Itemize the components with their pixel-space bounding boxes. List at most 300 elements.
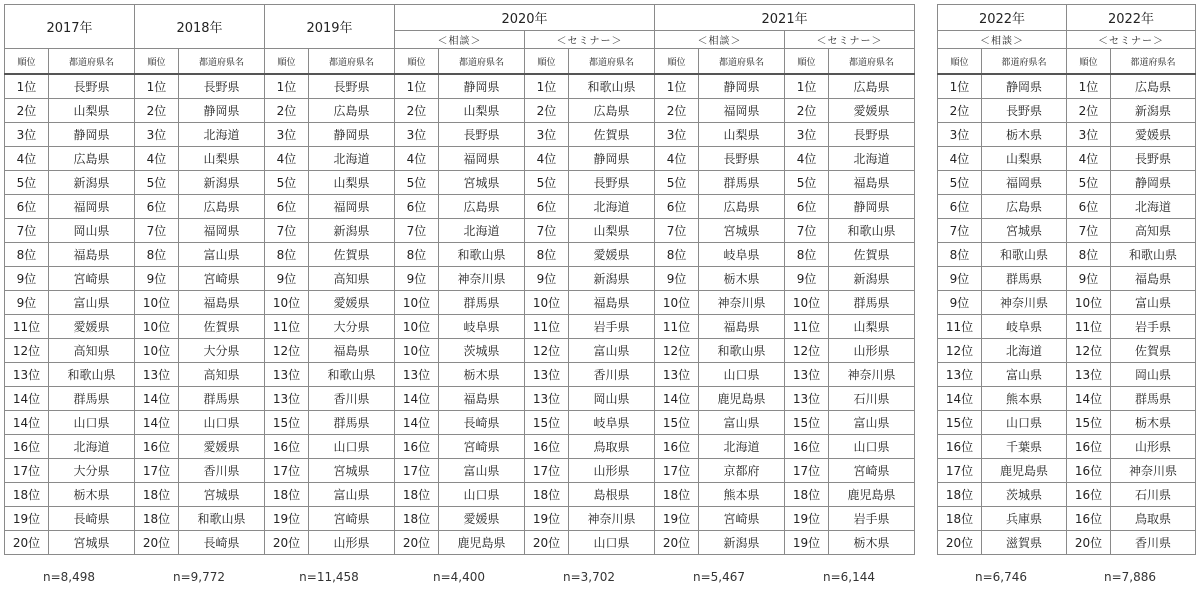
sample-size-label: n=6,746 [974,570,1027,584]
rank-cell: 5位 [1067,171,1111,195]
rank-cell: 10位 [395,291,439,315]
prefecture-cell: 佐賀県 [569,123,655,147]
rank-cell: 1位 [785,74,829,99]
sub-header-2020-consult: ＜相談＞ [395,31,525,49]
rank-cell: 7位 [5,219,49,243]
sub-header-2021-consult: ＜相談＞ [655,31,785,49]
prefecture-cell: 山口県 [309,435,395,459]
sample-size-label: n=9,772 [172,570,225,584]
prefecture-column-header: 都道府県名 [49,49,135,75]
prefecture-cell: 岐阜県 [699,243,785,267]
rank-cell: 8位 [265,243,309,267]
sample-size-label: n=5,467 [692,570,745,584]
prefecture-cell: 愛媛県 [309,291,395,315]
prefecture-cell: 岡山県 [1111,363,1196,387]
prefecture-cell: 和歌山県 [1111,243,1196,267]
prefecture-cell: 大分県 [179,339,265,363]
prefecture-cell: 長崎県 [179,531,265,555]
table-row [938,219,1196,243]
rank-cell: 1位 [525,74,569,99]
rank-cell: 8位 [938,243,982,267]
prefecture-cell: 北海道 [179,123,265,147]
rank-cell: 12位 [655,339,699,363]
table-row [938,507,1196,531]
rank-cell: 16位 [1067,435,1111,459]
rank-cell: 2位 [265,99,309,123]
rank-cell: 7位 [525,219,569,243]
rank-cell: 19位 [5,507,49,531]
prefecture-cell: 宮城県 [309,459,395,483]
prefecture-cell: 新潟県 [309,219,395,243]
sample-size-label: n=7,886 [1103,570,1156,584]
prefecture-cell: 福島県 [439,387,525,411]
rank-column-header: 順位 [938,49,982,75]
table-row [938,147,1196,171]
rank-cell: 1位 [938,74,982,99]
prefecture-cell: 山梨県 [309,171,395,195]
prefecture-cell: 神奈川県 [982,291,1067,315]
rank-cell: 13位 [785,387,829,411]
rank-cell: 5位 [785,171,829,195]
prefecture-cell: 新潟県 [699,531,785,555]
table-row [5,99,915,123]
rank-cell: 9位 [938,267,982,291]
rank-cell: 6位 [655,195,699,219]
rank-cell: 10位 [135,291,179,315]
rank-cell: 11位 [1067,315,1111,339]
prefecture-cell: 鹿児島県 [829,483,915,507]
rank-cell: 17位 [655,459,699,483]
rank-cell: 2位 [938,99,982,123]
prefecture-cell: 新潟県 [569,267,655,291]
table-row [5,459,915,483]
rank-cell: 18位 [785,483,829,507]
year-header-2020: 2020年 [395,5,655,31]
rank-cell: 10位 [1067,291,1111,315]
prefecture-cell: 長野県 [439,123,525,147]
prefecture-cell: 北海道 [1111,195,1196,219]
rank-cell: 13位 [785,363,829,387]
rank-cell: 9位 [5,291,49,315]
prefecture-cell: 山口県 [829,435,915,459]
rank-cell: 16位 [5,435,49,459]
prefecture-cell: 静岡県 [439,74,525,99]
table-row [938,411,1196,435]
rank-cell: 6位 [5,195,49,219]
rank-cell: 7位 [135,219,179,243]
rank-cell: 3位 [395,123,439,147]
rank-cell: 5位 [395,171,439,195]
rank-cell: 6位 [1067,195,1111,219]
prefecture-cell: 高知県 [179,363,265,387]
sub-header-2020-seminar: ＜セミナー＞ [525,31,655,49]
table-row [5,411,915,435]
prefecture-cell: 静岡県 [179,99,265,123]
rank-cell: 6位 [525,195,569,219]
rank-cell: 14位 [395,387,439,411]
rank-cell: 18位 [395,483,439,507]
prefecture-cell: 山口県 [699,363,785,387]
rank-column-header: 順位 [525,49,569,75]
prefecture-cell: 宮崎県 [309,507,395,531]
prefecture-cell: 和歌山県 [309,363,395,387]
rank-cell: 10位 [135,339,179,363]
prefecture-cell: 栃木県 [829,531,915,555]
rank-cell: 19位 [655,507,699,531]
prefecture-cell: 北海道 [569,195,655,219]
prefecture-cell: 群馬県 [309,411,395,435]
prefecture-cell: 和歌山県 [179,507,265,531]
table-row [938,99,1196,123]
ranking-table-2017-2021 [4,4,915,555]
prefecture-cell: 福島県 [49,243,135,267]
rank-cell: 14位 [938,387,982,411]
prefecture-cell: 鳥取県 [1111,507,1196,531]
prefecture-column-header: 都道府県名 [569,49,655,75]
prefecture-cell: 鹿児島県 [439,531,525,555]
rank-cell: 2位 [395,99,439,123]
prefecture-cell: 長野県 [49,74,135,99]
rank-cell: 7位 [655,219,699,243]
rank-cell: 19位 [525,507,569,531]
rank-cell: 3位 [1067,123,1111,147]
rank-cell: 14位 [655,387,699,411]
table-row [5,219,915,243]
rank-cell: 2位 [525,99,569,123]
rank-cell: 6位 [135,195,179,219]
prefecture-cell: 香川県 [179,459,265,483]
rank-cell: 9位 [395,267,439,291]
prefecture-cell: 高知県 [309,267,395,291]
rank-cell: 18位 [525,483,569,507]
prefecture-cell: 愛媛県 [49,315,135,339]
prefecture-cell: 岐阜県 [569,411,655,435]
prefecture-cell: 愛媛県 [179,435,265,459]
prefecture-cell: 福岡県 [699,99,785,123]
prefecture-cell: 宮城県 [179,483,265,507]
prefecture-cell: 長崎県 [49,507,135,531]
prefecture-column-header: 都道府県名 [1111,49,1196,75]
prefecture-cell: 広島県 [569,99,655,123]
rank-cell: 13位 [135,363,179,387]
prefecture-cell: 山梨県 [179,147,265,171]
prefecture-cell: 高知県 [49,339,135,363]
prefecture-cell: 茨城県 [982,483,1067,507]
prefecture-cell: 岩手県 [1111,315,1196,339]
rank-cell: 18位 [135,483,179,507]
prefecture-cell: 静岡県 [982,74,1067,99]
table-row [5,291,915,315]
prefecture-cell: 愛媛県 [829,99,915,123]
rank-cell: 16位 [525,435,569,459]
sample-size-label: n=8,498 [42,570,95,584]
prefecture-cell: 岡山県 [569,387,655,411]
rank-cell: 1位 [655,74,699,99]
table-row [5,267,915,291]
rank-cell: 14位 [5,387,49,411]
prefecture-cell: 岐阜県 [439,315,525,339]
prefecture-cell: 山梨県 [569,219,655,243]
prefecture-cell: 北海道 [439,219,525,243]
rank-cell: 15位 [785,411,829,435]
prefecture-cell: 香川県 [1111,531,1196,555]
rank-cell: 7位 [395,219,439,243]
rank-cell: 6位 [265,195,309,219]
prefecture-cell: 広島県 [309,99,395,123]
prefecture-cell: 宮崎県 [829,459,915,483]
rank-cell: 5位 [525,171,569,195]
rank-cell: 18位 [5,483,49,507]
prefecture-cell: 福岡県 [49,195,135,219]
rank-cell: 1位 [265,74,309,99]
prefecture-cell: 鹿児島県 [699,387,785,411]
prefecture-cell: 茨城県 [439,339,525,363]
prefecture-cell: 福岡県 [439,147,525,171]
prefecture-cell: 栃木県 [699,267,785,291]
rank-cell: 14位 [1067,387,1111,411]
prefecture-cell: 静岡県 [569,147,655,171]
table-row [5,171,915,195]
rank-cell: 10位 [655,291,699,315]
sub-header-2021-seminar: ＜セミナー＞ [785,31,915,49]
rank-cell: 4位 [1067,147,1111,171]
rank-cell: 11位 [525,315,569,339]
prefecture-cell: 静岡県 [309,123,395,147]
prefecture-cell: 新潟県 [1111,99,1196,123]
table-row [938,195,1196,219]
rank-cell: 9位 [135,267,179,291]
prefecture-cell: 栃木県 [982,123,1067,147]
rank-column-header: 順位 [1067,49,1111,75]
prefecture-cell: 静岡県 [829,195,915,219]
prefecture-cell: 静岡県 [699,74,785,99]
rank-cell: 16位 [1067,483,1111,507]
prefecture-cell: 群馬県 [699,171,785,195]
prefecture-cell: 北海道 [309,147,395,171]
rank-cell: 3位 [5,123,49,147]
prefecture-cell: 山形県 [829,339,915,363]
prefecture-cell: 広島県 [829,74,915,99]
prefecture-cell: 千葉県 [982,435,1067,459]
prefecture-cell: 山梨県 [982,147,1067,171]
rank-cell: 12位 [938,339,982,363]
rank-cell: 5位 [265,171,309,195]
rank-cell: 6位 [938,195,982,219]
rank-cell: 2位 [785,99,829,123]
rank-cell: 11位 [5,315,49,339]
rank-cell: 9位 [938,291,982,315]
rank-cell: 8位 [525,243,569,267]
table-row [5,435,915,459]
sub-header-2022-seminar: ＜セミナー＞ [1067,31,1196,49]
prefecture-cell: 広島県 [49,147,135,171]
rank-cell: 8位 [1067,243,1111,267]
rank-cell: 11位 [938,315,982,339]
rank-cell: 9位 [5,267,49,291]
sample-size-label: n=3,702 [562,570,615,584]
table-row [938,171,1196,195]
table-row [5,147,915,171]
table-row [938,267,1196,291]
rank-cell: 16位 [938,435,982,459]
rank-cell: 9位 [655,267,699,291]
rank-cell: 14位 [135,411,179,435]
table-row [5,387,915,411]
rank-cell: 2位 [5,99,49,123]
prefecture-cell: 静岡県 [1111,171,1196,195]
prefecture-cell: 山口県 [569,531,655,555]
rank-cell: 15位 [265,411,309,435]
rank-cell: 20位 [5,531,49,555]
rank-cell: 11位 [265,315,309,339]
rank-cell: 10位 [395,339,439,363]
prefecture-cell: 広島県 [699,195,785,219]
rank-cell: 17位 [395,459,439,483]
prefecture-cell: 北海道 [982,339,1067,363]
prefecture-cell: 愛媛県 [569,243,655,267]
rank-cell: 7位 [785,219,829,243]
prefecture-cell: 静岡県 [49,123,135,147]
rank-cell: 20位 [265,531,309,555]
rank-cell: 8位 [135,243,179,267]
prefecture-cell: 広島県 [1111,74,1196,99]
rank-cell: 7位 [938,219,982,243]
rank-cell: 17位 [938,459,982,483]
rank-cell: 15位 [938,411,982,435]
rank-cell: 15位 [525,411,569,435]
rank-cell: 10位 [265,291,309,315]
table-row [938,483,1196,507]
prefecture-cell: 富山県 [179,243,265,267]
prefecture-cell: 北海道 [829,147,915,171]
prefecture-cell: 広島県 [179,195,265,219]
rank-cell: 10位 [525,291,569,315]
prefecture-cell: 和歌山県 [439,243,525,267]
prefecture-cell: 群馬県 [829,291,915,315]
prefecture-cell: 長野県 [309,74,395,99]
rank-cell: 8位 [5,243,49,267]
rank-cell: 16位 [1067,507,1111,531]
rank-cell: 20位 [525,531,569,555]
prefecture-cell: 岩手県 [569,315,655,339]
prefecture-cell: 神奈川県 [1111,459,1196,483]
prefecture-cell: 群馬県 [982,267,1067,291]
table-row [5,243,915,267]
prefecture-cell: 宮城県 [982,219,1067,243]
rank-cell: 13位 [655,363,699,387]
prefecture-cell: 新潟県 [829,267,915,291]
rank-cell: 7位 [265,219,309,243]
rank-cell: 4位 [938,147,982,171]
prefecture-column-header: 都道府県名 [179,49,265,75]
table-row [938,531,1196,555]
prefecture-cell: 福島県 [309,339,395,363]
rank-cell: 6位 [395,195,439,219]
rank-cell: 18位 [135,507,179,531]
rank-cell: 12位 [1067,339,1111,363]
rank-cell: 17位 [785,459,829,483]
prefecture-cell: 和歌山県 [49,363,135,387]
rank-cell: 11位 [785,315,829,339]
prefecture-cell: 福岡県 [179,219,265,243]
prefecture-cell: 神奈川県 [569,507,655,531]
rank-cell: 15位 [1067,411,1111,435]
rank-column-header: 順位 [785,49,829,75]
rank-cell: 8位 [395,243,439,267]
prefecture-cell: 滋賀県 [982,531,1067,555]
prefecture-cell: 山口県 [179,411,265,435]
prefecture-cell: 長野県 [982,99,1067,123]
table-row [5,483,915,507]
prefecture-cell: 佐賀県 [829,243,915,267]
prefecture-column-header: 都道府県名 [439,49,525,75]
rank-cell: 13位 [938,363,982,387]
rank-cell: 16位 [1067,459,1111,483]
rank-column-header: 順位 [395,49,439,75]
rank-cell: 20位 [395,531,439,555]
rank-cell: 13位 [265,363,309,387]
rank-cell: 16位 [135,435,179,459]
rank-cell: 13位 [5,363,49,387]
table-row [5,531,915,555]
rank-cell: 6位 [785,195,829,219]
rank-cell: 2位 [1067,99,1111,123]
prefecture-cell: 山梨県 [49,99,135,123]
prefecture-cell: 宮崎県 [179,267,265,291]
prefecture-cell: 栃木県 [1111,411,1196,435]
table-row [938,363,1196,387]
rank-cell: 17位 [265,459,309,483]
prefecture-cell: 宮城県 [49,531,135,555]
prefecture-cell: 福島県 [1111,267,1196,291]
prefecture-cell: 山梨県 [829,315,915,339]
rank-cell: 20位 [135,531,179,555]
prefecture-cell: 佐賀県 [1111,339,1196,363]
prefecture-column-header: 都道府県名 [829,49,915,75]
rank-cell: 4位 [785,147,829,171]
prefecture-cell: 福島県 [179,291,265,315]
rank-cell: 20位 [1067,531,1111,555]
rank-cell: 13位 [525,363,569,387]
prefecture-cell: 栃木県 [439,363,525,387]
rank-cell: 3位 [265,123,309,147]
prefecture-cell: 福岡県 [982,171,1067,195]
prefecture-cell: 香川県 [569,363,655,387]
year-header-2022-consult: 2022年 [938,5,1067,31]
table-row [938,243,1196,267]
rank-cell: 14位 [5,411,49,435]
rank-column-header: 順位 [5,49,49,75]
prefecture-cell: 神奈川県 [829,363,915,387]
prefecture-cell: 福岡県 [309,195,395,219]
prefecture-cell: 山形県 [1111,435,1196,459]
sample-size-label: n=6,144 [822,570,875,584]
table-row [938,387,1196,411]
rank-cell: 4位 [525,147,569,171]
rank-cell: 12位 [785,339,829,363]
prefecture-cell: 群馬県 [179,387,265,411]
rank-cell: 9位 [1067,267,1111,291]
prefecture-cell: 大分県 [309,315,395,339]
table-row [938,435,1196,459]
prefecture-cell: 和歌山県 [569,74,655,99]
prefecture-cell: 富山県 [309,483,395,507]
prefecture-cell: 佐賀県 [309,243,395,267]
prefecture-cell: 長野県 [829,123,915,147]
rank-cell: 20位 [655,531,699,555]
rank-cell: 17位 [135,459,179,483]
prefecture-cell: 山形県 [569,459,655,483]
